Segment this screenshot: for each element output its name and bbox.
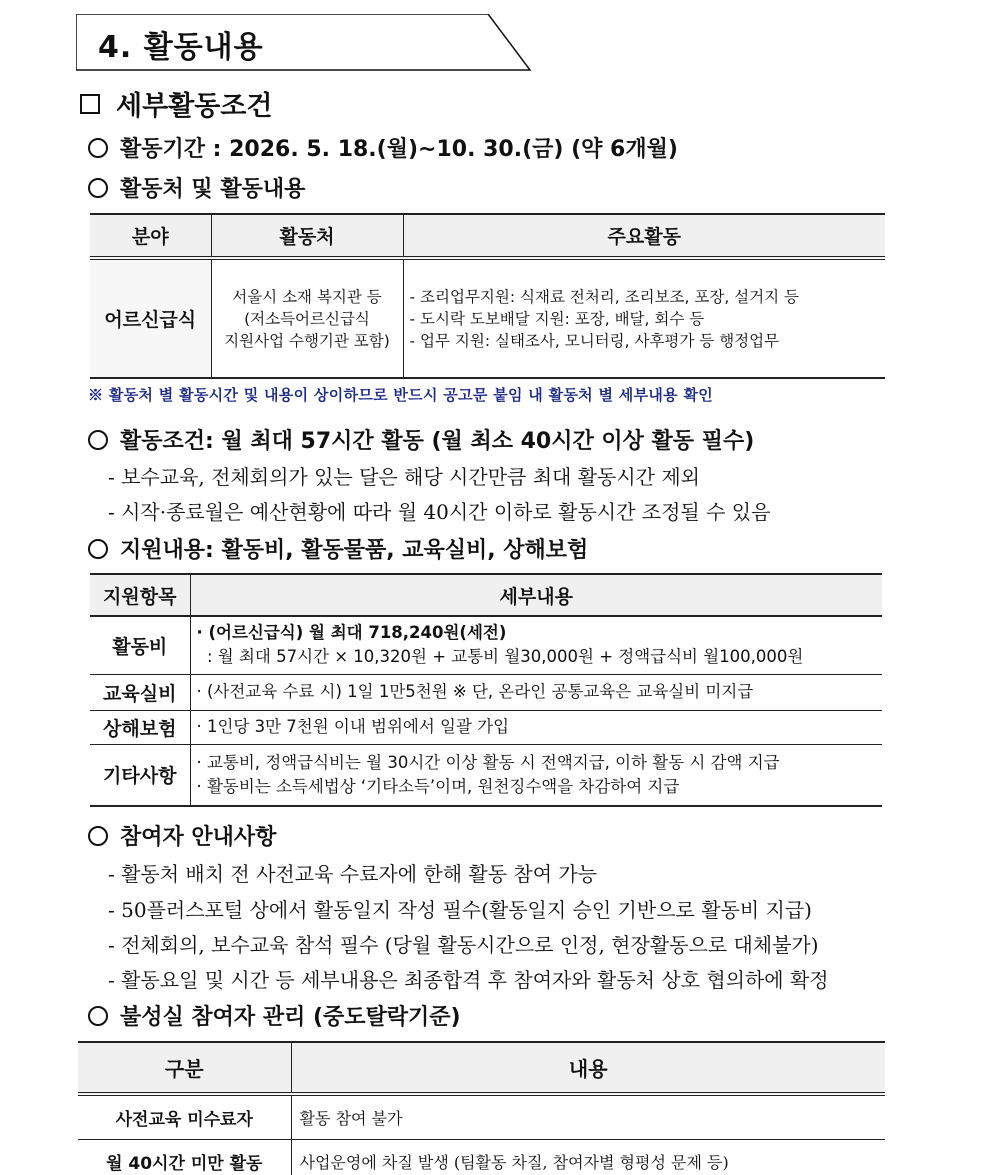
circle-bullet-icon bbox=[88, 138, 108, 158]
period-line bbox=[88, 132, 678, 163]
table-row bbox=[90, 616, 882, 674]
detail-line: : 월 최대 57시간 × 10,320원 + 교통비 월30,000원 + 정액급식비 월100,000원 bbox=[196, 647, 804, 667]
list-item: - 활동요일 및 시간 등 세부내용은 최종합격 후 참여자와 활동처 상호 협의하에 확정 bbox=[108, 968, 829, 992]
circle-bullet-icon bbox=[88, 1006, 108, 1026]
section-title: 4. 활동내용 bbox=[98, 30, 264, 65]
header-category: 구분 bbox=[78, 1042, 291, 1094]
participants-heading-text: 참여자 안내사항 bbox=[120, 825, 277, 850]
management-heading-text: 불성실 참여자 관리 (중도탈락기준) bbox=[120, 1005, 461, 1030]
row-field: 어르신급식 bbox=[90, 258, 211, 378]
table-row bbox=[90, 258, 885, 378]
table-row bbox=[90, 710, 882, 744]
support-detail: · 1인당 3만 7천원 이내 범위에서 일괄 가입 bbox=[190, 710, 882, 744]
detail-line: · 활동비는 소득세법상 ‘기타소득’이며, 원천징수액을 차감하여 지급 bbox=[196, 776, 680, 796]
places-table bbox=[90, 213, 885, 379]
support-heading-text: 지원내용: 활동비, 활동물품, 교육실비, 상해보험 bbox=[120, 538, 589, 563]
place-line: (저소득어르신급식 bbox=[244, 309, 370, 328]
circle-bullet-icon bbox=[88, 430, 108, 450]
place-line: 지원사업 수행기관 포함) bbox=[224, 331, 390, 350]
row-activities bbox=[403, 258, 885, 378]
management-content: 활동 참여 불가 bbox=[291, 1094, 885, 1139]
activity-line: - 업무 지원: 실태조사, 모니터링, 사후평가 등 행정업무 bbox=[409, 331, 780, 350]
management-category: 사전교육 미수료자 bbox=[78, 1094, 291, 1139]
subsection-heading bbox=[80, 84, 273, 123]
places-heading-text: 활동처 및 활동내용 bbox=[120, 177, 306, 202]
circle-bullet-icon bbox=[88, 178, 108, 198]
activity-line: - 조리업무지원: 식재료 전처리, 조리보조, 포장, 설거지 등 bbox=[409, 287, 799, 306]
support-item: 상해보험 bbox=[90, 710, 190, 744]
list-item: - 보수교육, 전체회의가 있는 달은 해당 시간만큼 최대 활동시간 제외 bbox=[108, 465, 700, 489]
activity-line: - 도시락 도보배달 지원: 포장, 배달, 회수 등 bbox=[409, 309, 705, 328]
header-item: 지원항목 bbox=[90, 574, 190, 616]
conditions-heading bbox=[88, 424, 754, 455]
support-detail: · (사전교육 수료 시) 1일 1만5천원 ※ 단, 온라인 공통교육은 교육실비 미지급 bbox=[190, 674, 882, 710]
list-item: - 활동처 배치 전 사전교육 수료자에 한해 활동 참여 가능 bbox=[108, 862, 598, 886]
square-bullet-icon bbox=[80, 94, 100, 114]
table-row bbox=[90, 674, 882, 710]
conditions-heading-text: 활동조건: 월 최대 57시간 활동 (월 최소 40시간 이상 활동 필수) bbox=[120, 429, 755, 454]
place-line: 서울시 소재 복지관 등 bbox=[232, 287, 382, 306]
support-item: 교육실비 bbox=[90, 674, 190, 710]
participants-heading bbox=[88, 820, 276, 851]
circle-bullet-icon bbox=[88, 539, 108, 559]
row-place bbox=[211, 258, 403, 378]
support-table bbox=[90, 573, 882, 807]
subsection-title: 세부활동조건 bbox=[116, 91, 273, 122]
management-category: 월 40시간 미만 활동 bbox=[78, 1139, 291, 1175]
places-heading bbox=[88, 172, 305, 203]
management-content: 사업운영에 차질 발생 (팀활동 차질, 참여자별 형평성 문제 등) bbox=[291, 1139, 885, 1175]
detail-line: · (어르신급식) 월 최대 718,240원(세전) bbox=[196, 623, 507, 643]
support-heading bbox=[88, 533, 588, 564]
support-detail bbox=[190, 616, 882, 674]
management-table-header bbox=[78, 1042, 885, 1094]
list-item: - 전체회의, 보수교육 참석 필수 (당월 활동시간으로 인정, 현장활동으로 대체불가) bbox=[108, 933, 819, 957]
support-detail bbox=[190, 744, 882, 806]
management-table bbox=[78, 1041, 885, 1175]
list-item: - 시작·종료월은 예산현황에 따라 월 40시간 이하로 활동시간 조정될 수 있음 bbox=[108, 500, 771, 524]
support-item: 활동비 bbox=[90, 616, 190, 674]
period-text: 활동기간 : 2026. 5. 18.(월)~10. 30.(금) (약 6개월) bbox=[120, 137, 678, 162]
table-row bbox=[78, 1094, 885, 1139]
header-field: 분야 bbox=[90, 214, 211, 258]
table-row bbox=[90, 744, 882, 806]
table-row bbox=[78, 1139, 885, 1175]
header-place: 활동처 bbox=[211, 214, 403, 258]
notice-text: ※ 활동처 별 활동시간 및 내용이 상이하므로 반드시 공고문 붙임 내 활동처 별 세부내용 확인 bbox=[88, 386, 714, 404]
support-table-header bbox=[90, 574, 882, 616]
management-heading bbox=[88, 1000, 461, 1031]
list-item: - 50플러스포털 상에서 활동일지 작성 필수(활동일지 승인 기반으로 활동비 지급) bbox=[108, 898, 812, 922]
places-table-header bbox=[90, 214, 885, 258]
header-detail: 세부내용 bbox=[190, 574, 882, 616]
header-activities: 주요활동 bbox=[403, 214, 885, 258]
detail-line: · 교통비, 정액급식비는 월 30시간 이상 활동 시 전액지급, 이하 활동 시 감액 지급 bbox=[196, 752, 780, 772]
header-content: 내용 bbox=[291, 1042, 885, 1094]
circle-bullet-icon bbox=[88, 826, 108, 846]
section-tab bbox=[76, 14, 532, 72]
support-item: 기타사항 bbox=[90, 744, 190, 806]
